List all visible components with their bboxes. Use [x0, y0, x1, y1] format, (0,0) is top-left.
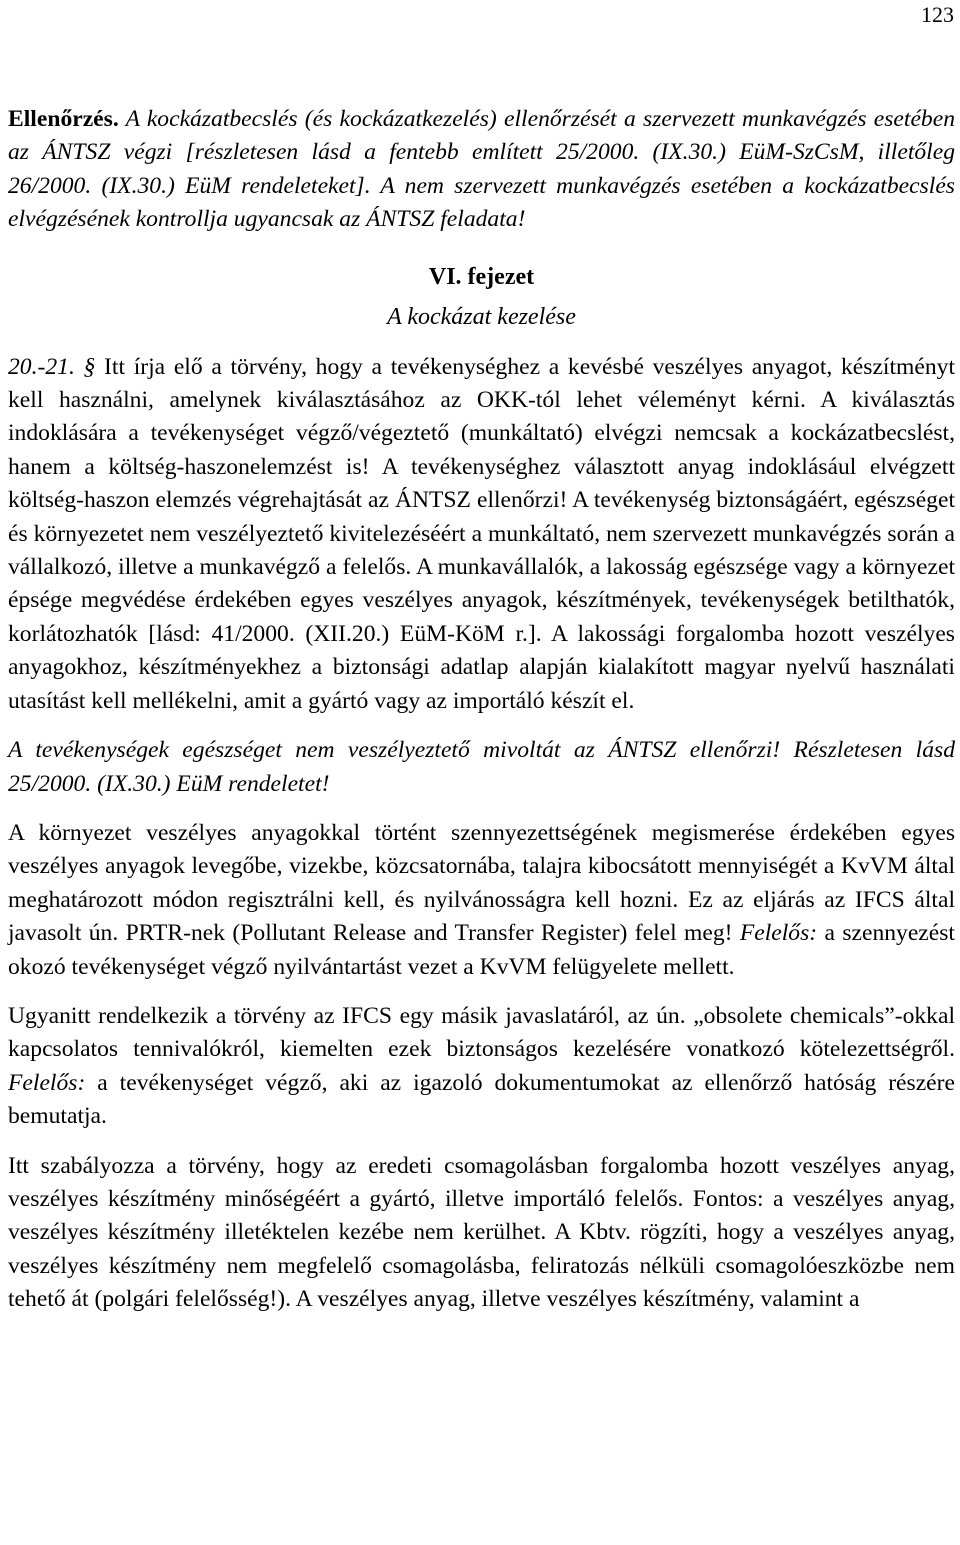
paragraph-text: Itt írja elő a törvény, hogy a tevékenységhez a kevésbé veszélyes anyagot, készítményt kell használni, amelynek kiválasztásához az OKK-tól lehet véleményt kérni. A kiválasztás indoklására a tevékenységet végző/végeztető (munkáltató) elvégzi nemcsak a kockázatbecslést, hanem a költség-haszonelemzést is! A tevékenységhez választott anyag indoklásául elvégzett költség-haszon elemzés végrehajtását az ÁNTSZ ellenőrzi! A tevékenység biztonságáért, egészséget és környezetet nem veszélyeztető kivitelezéséért a munkáltató, nem szervezett munkavégzés során a vállalkozó, illetve a munkavégző a felelős. A munkavállalók, a lakosság egészsége vagy a környezet épsége megvédése érdekében egyes veszélyes anyagok, készítmények, tevékenységek betilthatók, korlátozhatók [lásd: 41/2000. (XII.20.) EüM-KöM r.]. A lakossági forgalomba hozott veszélyes anyagokhoz, készítményekhez a biztonsági adatlap alapján kialakított magyar nyelvű használati utasítást kell mellékelni, amit a gyártó vagy az importáló készít el.	[8, 353, 955, 714]
paragraph-prtr	[8, 817, 955, 984]
chapter-heading	[8, 257, 955, 337]
chapter-title: VI. fejezet	[428, 263, 535, 290]
paragraph-text: A környezet veszélyes anyagokkal történt szennyezettségének megismerése érdekében egyes veszélyes anyagok levegőbe, vizekbe, közcsatornába, talajra kibocsátott mennyiségét a KvVM által meghatározott módon regisztrálni kell, és nyilvánosságra kell hozni. Ez az eljárás az IFCS által javasolt ún. PRTR-nek (Pollutant Release and Transfer Register) felel meg!	[8, 819, 955, 947]
paragraph-20-21	[8, 351, 955, 718]
chapter-subtitle: A kockázat kezelése	[387, 303, 576, 330]
responsible-text: a tevékenységet végző, aki az igazoló dokumentumokat az ellenőrző hatóság részére bemutatja.	[8, 1069, 955, 1130]
paragraph-text: Ugyanitt rendelkezik a törvény az IFCS egy másik javaslatáról, az ún. „obsolete chemicals”-okkal kapcsolatos tennivalókról, kiemelten ezek biztonságos kezelésére vonatkozó kötelezettségről.	[8, 1002, 955, 1063]
page-number: 123	[921, 2, 954, 27]
paragraph-packaging: Itt szabályozza a törvény, hogy az eredeti csomagolásban forgalomba hozott veszélyes anyag, veszélyes készítmény minőségéért a gyártó, illetve importáló felelős. Fontos: a veszélyes anyag, veszélyes készítmény illetéktelen kezébe nem kerülhet. A Kbtv. rögzíti, hogy a veszélyes anyag, veszélyes készítmény nem megfelelő csomagolásba, feliratozás nélküli csomagolóeszközbe nem tehető át (polgári felelősség!). A veszélyes anyag, illetve veszélyes készítmény, valamint a	[8, 1152, 955, 1313]
paragraph-lead: Ellenőrzés.	[8, 106, 119, 132]
paragraph-antsz-note: A tevékenységek egészséget nem veszélyeztető mivoltát az ÁNTSZ ellenőrzi! Részletesen lásd 25/2000. (IX.30.) EüM rendeletet!	[8, 737, 955, 797]
responsible-label: Felelős:	[8, 1069, 86, 1096]
section-symbol: §	[83, 353, 96, 380]
section-reference: 20.-21.	[8, 353, 75, 380]
paragraph-ellenorzes	[8, 103, 955, 237]
paragraph-obsolete-chemicals	[8, 1000, 955, 1134]
paragraph-text: A kockázatbecslés (és kockázatkezelés) ellenőrzését a szervezett munkavégzés esetében az ÁNTSZ végzi [részletesen lásd a fentebb említett 25/2000. (IX.30.) EüM-SzCsM, illetőleg 26/2000. (IX.30.) EüM rendeleteket]. A nem szervezett munkavégzés esetében a kockázatbecslés elvégzésének kontrollja ugyancsak az ÁNTSZ feladata!	[8, 106, 955, 233]
body-text	[8, 103, 955, 1317]
responsible-text: a szennyezést okozó tevékenységet végző nyilvántartást vezet a KvVM felügyelete mellett.	[8, 920, 955, 980]
responsible-label: Felelős:	[739, 920, 818, 947]
